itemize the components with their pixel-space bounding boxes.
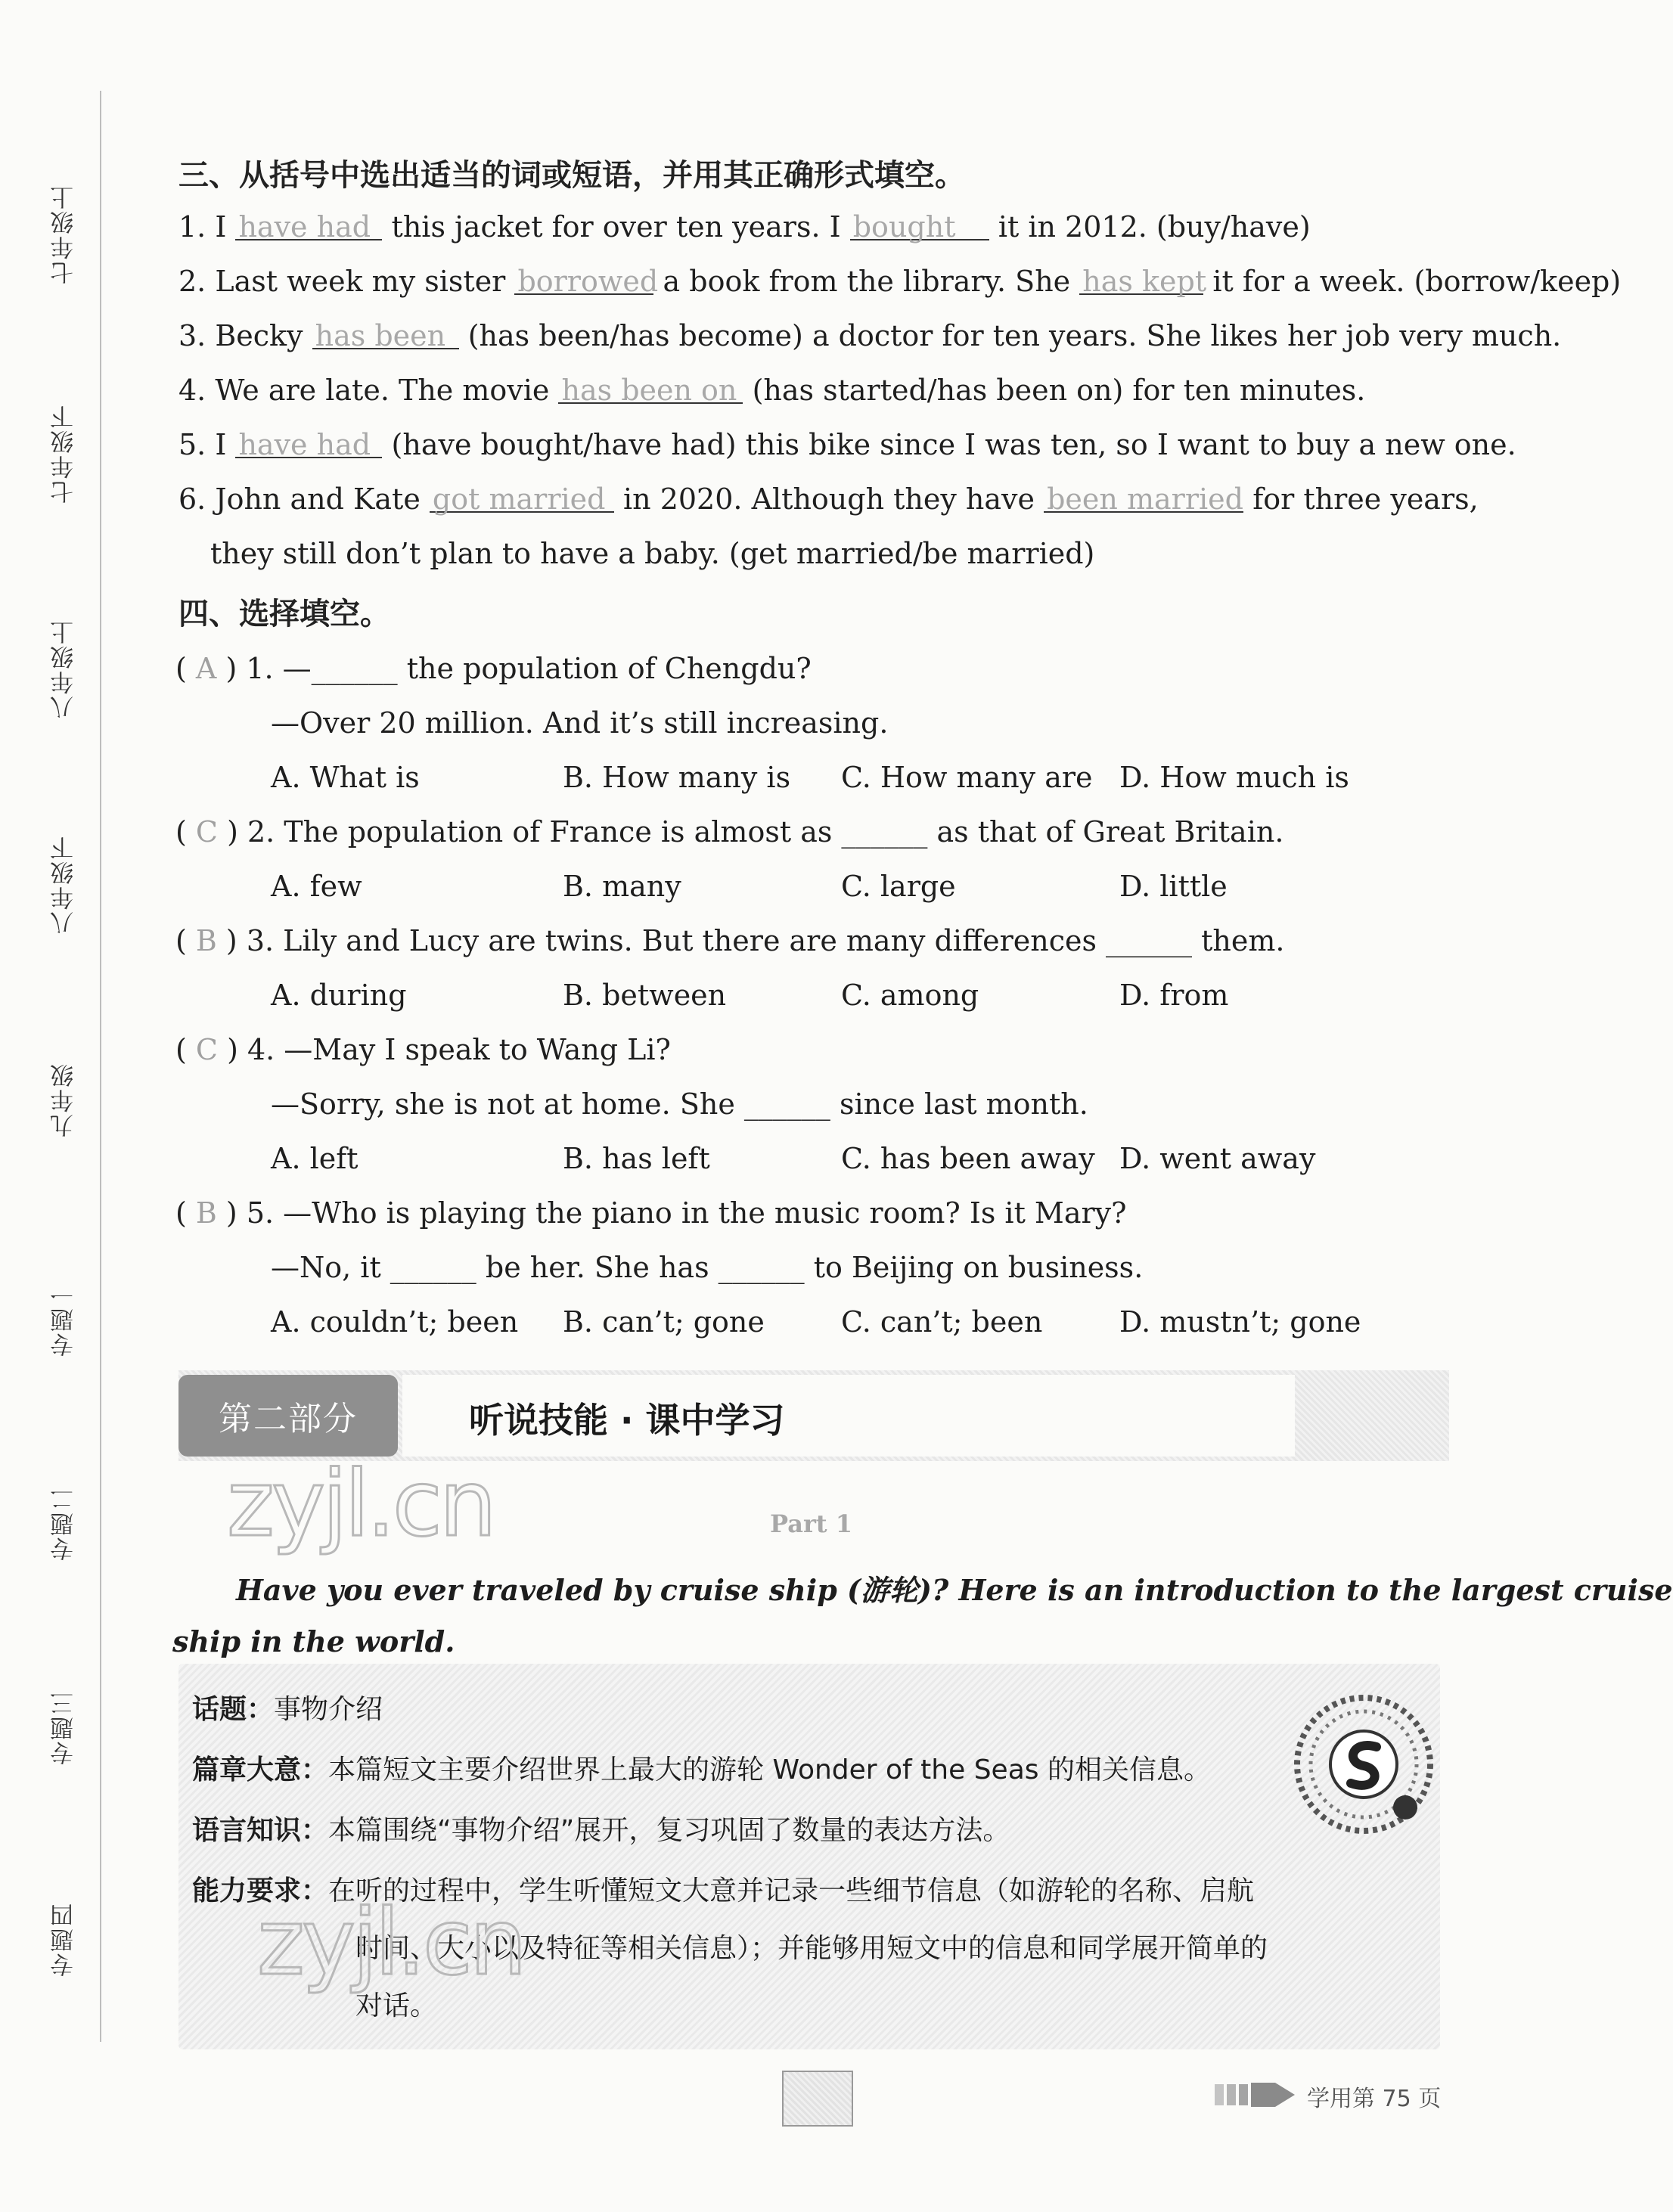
page-tab-box [782,2071,853,2127]
answer-3: has been [315,319,446,352]
answer-1b: bought [852,210,956,244]
mc-answer-4: C [195,1033,218,1066]
info-language: 语言知识：本篇围绕“事物介绍”展开，复习巩固了数量的表达方法。 [192,1815,1010,1846]
watermark-2: zyjl.cn [257,1891,524,1996]
intro-line-1: Have you ever traveled by cruise ship (游轮)? Here is an introduction to the largest cruise [236,1573,1673,1607]
mc-question-1: ( A ) 1. —______ the population of Chengdu? [175,652,812,685]
s3-question-6-cont: they still don’t plan to have a baby. (get married/be married) [210,537,1095,570]
answer-6a: got married [432,482,606,516]
section4-title: 四、选择填空。 [178,597,390,631]
s3-question-5: 5. I have had (have bought/have had) this bike since I was ten, so I want to buy a new one. [178,428,1516,461]
mc-question-1-reply: —Over 20 million. And it’s still increasing. [271,706,889,740]
s3-question-4: 4. We are late. The movie has been on (has started/has been on) for ten minutes. [178,374,1366,407]
info-topic: 话题：事物介绍 [192,1694,383,1725]
mc4-option-c[interactable]: C. has been away [841,1142,1095,1175]
s3-question-3: 3. Becky has been (has been/has become) a doctor for ten years. She likes her job very much. [178,319,1562,352]
mc-answer-2: C [195,815,218,849]
section3-title: 三、从括号中选出适当的词或短语，并用其正确形式填空。 [178,158,965,193]
info-requirement-2: 时间、大小以及特征等相关信息）；并能够用短文中的信息和同学展开简单的 [355,1933,1268,1964]
mc1-option-b[interactable]: B. How many is [563,761,791,794]
mc-question-3: ( B ) 3. Lily and Lucy are twins. But there are many differences ______ them. [175,924,1285,957]
info-requirement-3: 对话。 [355,1990,438,2021]
mc3-option-b[interactable]: B. between [563,979,727,1012]
mc5-option-c[interactable]: C. can’t; been [841,1305,1043,1339]
s3-question-2: 2. Last week my sister borrowed a book from the library. She has kept it for a week. (borrow/keep) [178,265,1622,298]
mc4-option-d[interactable]: D. went away [1119,1142,1316,1175]
mc1-option-a[interactable]: A. What is [271,761,420,794]
side-tab-grade8-up[interactable]: 八年级上 [51,619,78,719]
side-tab-grade9[interactable]: 九年级 [51,1063,78,1138]
side-tab-topic4[interactable]: 专题四 [51,1902,78,1978]
mc-answer-5: B [195,1196,217,1230]
arrow-right-icon [1215,2078,1298,2111]
qr-code-icon[interactable] [1292,1692,1436,1836]
side-tab-topic2[interactable]: 专题二 [51,1486,78,1562]
mc-question-2: ( C ) 2. The population of France is almost as ______ as that of Great Britain. [175,815,1284,849]
mc4-option-b[interactable]: B. has left [563,1142,710,1175]
part-title: 听说技能 · 课中学习 [469,1400,785,1441]
answer-5: have had [238,428,371,461]
part-one-label: Part 1 [770,1509,852,1538]
mc-answer-3: B [195,924,217,957]
answer-2a: borrowed [517,265,659,298]
mc2-option-c[interactable]: C. large [841,870,956,903]
side-tab-grade7-up[interactable]: 七年级上 [51,185,78,284]
mc1-option-c[interactable]: C. How many are [841,761,1093,794]
part-badge: 第二部分 [178,1375,398,1457]
mc-question-4-reply: —Sorry, she is not at home. She ______ since last month. [271,1087,1088,1121]
mc2-option-d[interactable]: D. little [1119,870,1228,903]
answer-1a: have had [238,210,371,244]
side-divider [100,91,101,2042]
s3-question-6: 6. John and Kate got married in 2020. Although they have been married for three years, [178,482,1479,516]
mc-question-4: ( C ) 4. —May I speak to Wang Li? [175,1033,671,1066]
s3-question-1: 1. I have had this jacket for over ten years. I bought it in 2012. (buy/have) [178,210,1311,244]
answer-2b: has kept [1082,265,1207,298]
info-main-idea: 篇章大意：本篇短文主要介绍世界上最大的游轮 Wonder of the Seas 的相关信息。 [192,1754,1211,1785]
mc-question-5: ( B ) 5. —Who is playing the piano in the music room? Is it Mary? [175,1196,1127,1230]
mc5-option-a[interactable]: A. couldn’t; been [271,1305,519,1339]
mc2-option-b[interactable]: B. many [563,870,681,903]
info-requirement: 能力要求：在听的过程中，学生听懂短文大意并记录一些细节信息（如游轮的名称、启航 [192,1875,1255,1906]
mc-question-5-reply: —No, it ______ be her. She has ______ to Beijing on business. [271,1251,1144,1284]
answer-6b: been married [1047,482,1243,516]
mc5-option-b[interactable]: B. can’t; gone [563,1305,765,1339]
page-number: 学用第 75 页 [1307,2086,1442,2112]
side-tab-grade8-down[interactable]: 八年级下 [51,835,78,935]
watermark-1: zyjl.cn [227,1452,494,1557]
mc3-option-d[interactable]: D. from [1119,979,1229,1012]
mc3-option-a[interactable]: A. during [271,979,407,1012]
mc2-option-a[interactable]: A. few [271,870,362,903]
mc4-option-a[interactable]: A. left [271,1142,358,1175]
side-tab-topic3[interactable]: 专题三 [51,1690,78,1766]
side-tab-topic1[interactable]: 专题一 [51,1282,78,1357]
mc5-option-d[interactable]: D. mustn’t; gone [1119,1305,1361,1339]
side-tab-grade7-down[interactable]: 七年级下 [51,404,78,504]
answer-4: has been on [561,374,737,407]
mc3-option-c[interactable]: C. among [841,979,979,1012]
mc1-option-d[interactable]: D. How much is [1119,761,1349,794]
intro-line-2: ship in the world. [172,1624,455,1658]
mc-answer-1: A [195,652,217,685]
